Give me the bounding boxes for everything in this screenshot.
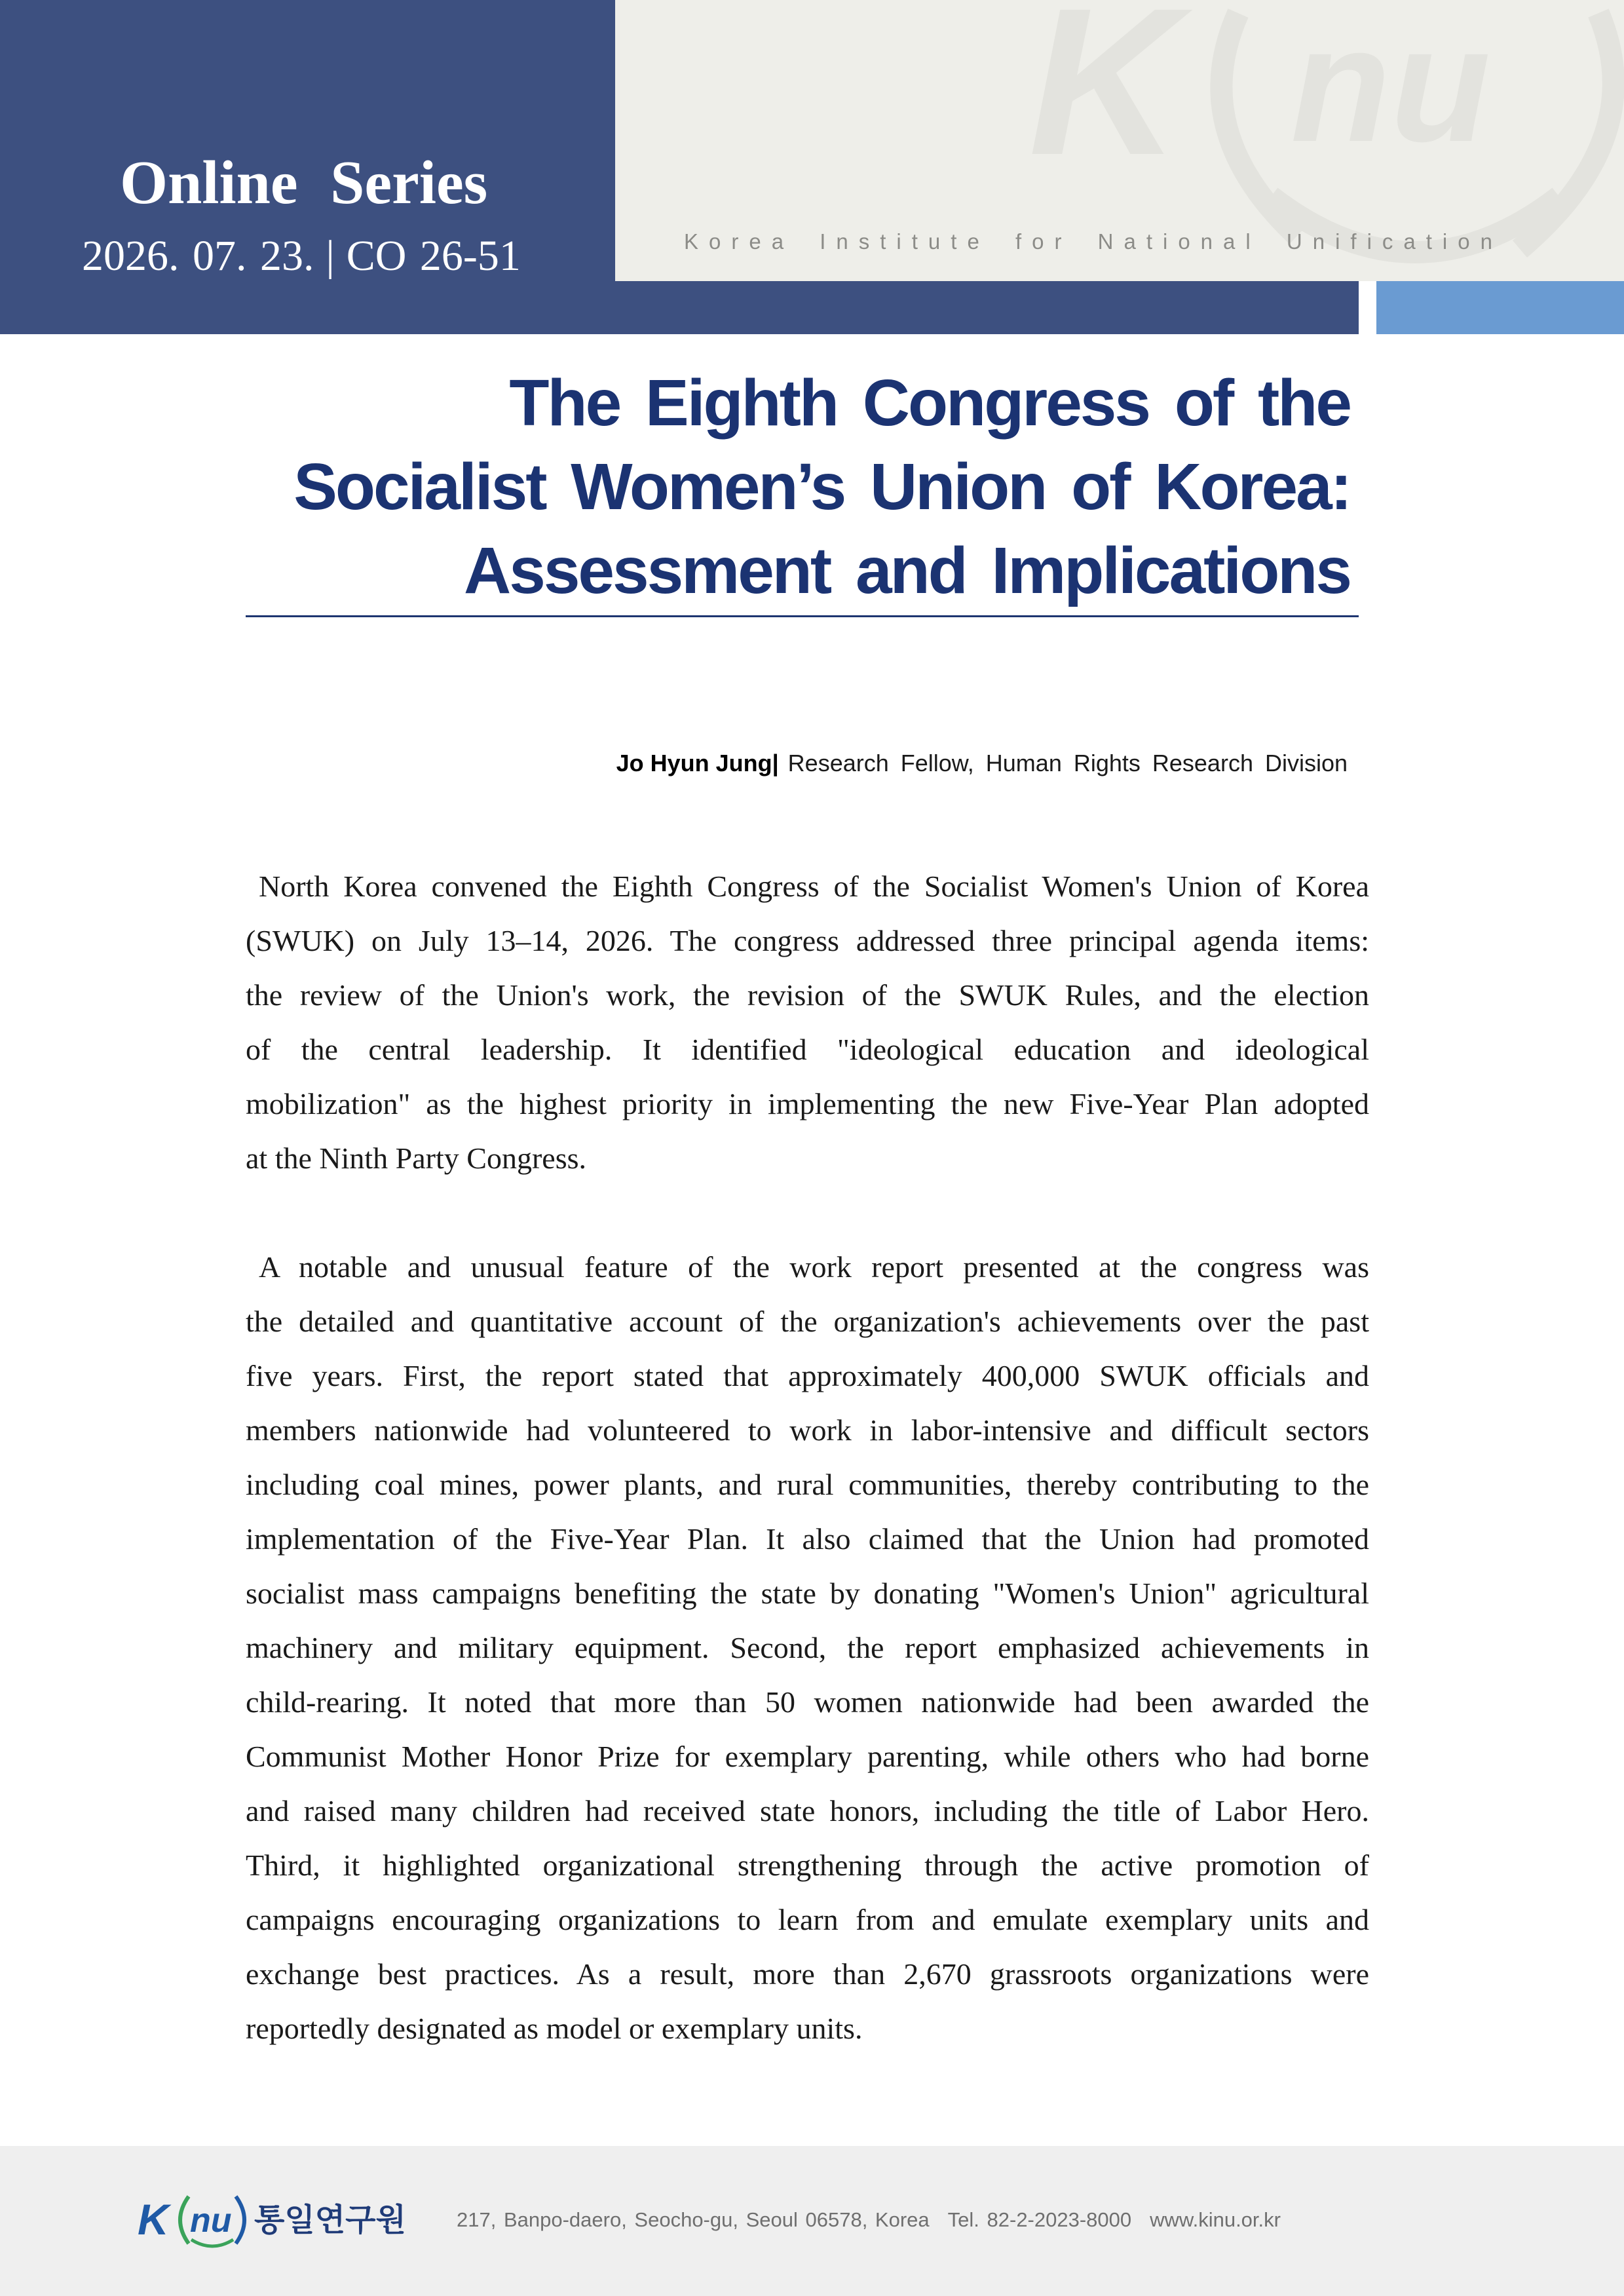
author-separator: | bbox=[772, 750, 779, 776]
series-title: Online Series bbox=[120, 149, 488, 217]
logo-right-arc bbox=[236, 2196, 244, 2244]
text-line: the review of the Union's work, the revision of the SWUK Rules, and the election bbox=[246, 978, 1369, 1012]
footer-address: 217, Banpo-daero, Seocho-gu, Seoul 06578, Korea bbox=[457, 2208, 930, 2231]
text-line: (SWUK) on July 13–14, 2026. The congress addressed three principal agenda items: bbox=[246, 924, 1369, 957]
text-line: Communist Mother Honor Prize for exemplary parenting, while others who had borne bbox=[246, 1740, 1369, 1773]
paragraph bbox=[246, 859, 1369, 1185]
issue-date-code bbox=[82, 230, 521, 282]
text-line: socialist mass campaigns benefiting the state by donating "Women's Union" agricultural bbox=[246, 1577, 1369, 1610]
text-line: implementation of the Five-Year Plan. It also claimed that the Union had promoted bbox=[246, 1522, 1369, 1556]
title-line: The Eighth Congress of the bbox=[509, 366, 1350, 440]
date-code-separator: | bbox=[326, 232, 335, 280]
text-line: Third, it highlighted organizational strengthening through the active promotion of bbox=[246, 1848, 1369, 1882]
text-line: the detailed and quantitative account of the organization's achievements over the past bbox=[246, 1305, 1369, 1338]
article-body bbox=[246, 859, 1369, 2056]
logo-bottom-arc bbox=[191, 2240, 233, 2246]
text-line: and raised many children had received state honors, including the title of Labor Hero. bbox=[246, 1794, 1369, 1827]
author-name: Jo Hyun Jung bbox=[616, 750, 772, 776]
text-line: of the central leadership. It identified "ideological education and ideological bbox=[246, 1033, 1369, 1066]
paragraph bbox=[246, 1240, 1369, 2056]
text-line: machinery and military equipment. Second, the report emphasized achievements in bbox=[246, 1631, 1369, 1664]
text-line: campaigns encouraging organizations to learn from and emulate exemplary units and bbox=[246, 1903, 1369, 1936]
text-line: at the Ninth Party Congress. bbox=[246, 1141, 586, 1175]
footer-website: www.kinu.or.kr bbox=[1150, 2208, 1281, 2231]
text-line: members nationwide had volunteered to work in labor-intensive and difficult sectors bbox=[246, 1413, 1369, 1447]
kinu-logo-mark bbox=[138, 2189, 249, 2250]
logo-institute-name-korean: 통일연구원 bbox=[254, 2202, 406, 2238]
header-navy-stripe bbox=[615, 281, 1359, 334]
text-line: exchange best practices. As a result, more than 2,670 grassroots organizations were bbox=[246, 1957, 1369, 1991]
text-line: A notable and unusual feature of the work report presented at the congress was bbox=[259, 1250, 1369, 1284]
logo-letters-nu: nu bbox=[190, 2202, 232, 2240]
author-affiliation: Research Fellow, Human Rights Research Division bbox=[787, 750, 1348, 776]
logo-letter-k: K bbox=[138, 2195, 169, 2244]
article-title bbox=[246, 361, 1350, 613]
issue-code: CO 26-51 bbox=[346, 232, 521, 280]
text-line: mobilization" as the highest priority in implementing the new Five-Year Plan adopted bbox=[246, 1087, 1369, 1120]
footer-tel: Tel. 82-2-2023-8000 bbox=[947, 2208, 1132, 2231]
text-line: including coal mines, power plants, and rural communities, thereby contributing to the bbox=[246, 1468, 1369, 1501]
text-line: child-rearing. It noted that more than 50 women nationwide had been awarded the bbox=[246, 1685, 1369, 1719]
header-accent-bar bbox=[1376, 281, 1624, 334]
institute-name: Korea Institute for National Unification bbox=[684, 229, 1503, 254]
logo-left-arc bbox=[180, 2196, 189, 2244]
issue-date: 2026. 07. 23. bbox=[82, 232, 314, 280]
title-line: Socialist Women’s Union of Korea: bbox=[293, 450, 1350, 524]
footer-contact-info bbox=[457, 2206, 1281, 2234]
text-line: reportedly designated as model or exemplary units. bbox=[246, 2012, 863, 2045]
title-line: Assessment and Implications bbox=[463, 534, 1350, 607]
author-byline bbox=[616, 747, 1348, 780]
text-line: North Korea convened the Eighth Congress of the Socialist Women's Union of Korea bbox=[259, 870, 1369, 903]
text-line: five years. First, the report stated that approximately 400,000 SWUK officials and bbox=[246, 1359, 1369, 1392]
watermark-letters-nu: nu bbox=[1291, 0, 1491, 176]
watermark-letter-k: K bbox=[1029, 0, 1180, 199]
title-underline bbox=[246, 615, 1359, 617]
